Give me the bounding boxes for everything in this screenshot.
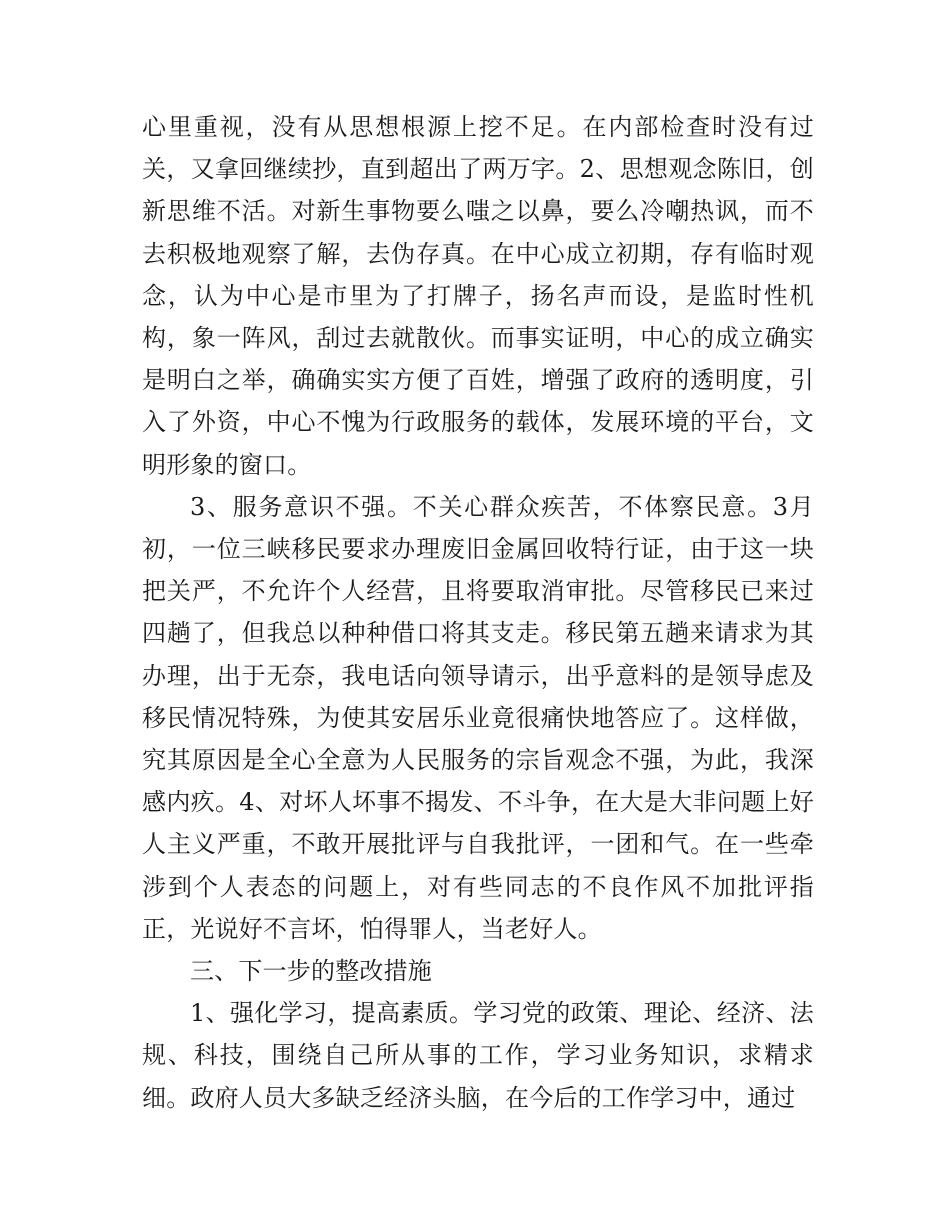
paragraph-ideology-issues: 心里重视，没有从思想根源上挖不足。在内部检查时没有过关，又拿回继续抄，直到超出了两万字。2、思想观念陈旧，创新思维不活。对新生事物要么嗤之以鼻，要么冷嘲热讽，而不去积极地观察了解，去伪存真。在中心成立初期，存有临时观念，认为中心是市里为了打牌子，扬名声而设，是监时性机构，象一阵风，刮过去就散伙。而事实证明，中心的成立确实是明白之举，确确实实方便了百姓，增强了政府的透明度，引入了外资，中心不愧为行政服务的载体，发展环境的平台，文明形象的窗口。 xyxy=(142,113,814,479)
paragraph-service-awareness: 3、服务意识不强。不关心群众疾苦，不体察民意。3月初，一位三峡移民要求办理废旧金属回收特行证，由于这一块把关严，不允许个人经营，且将要取消审批。尽管移民已来过四趟了，但我总以种种借口将其支走。移民第五趟来请求为其办理，出于无奈，我电话向领导请示，出乎意料的是领导虑及移民情况特殊，为使其安居乐业竟很痛快地答应了。这样做，究其原因是全心全意为人民服务的宗旨观念不强，为此，我深感内疚。4、对坏人坏事不揭发、不斗争，在大是大非问题上好人主义严重，不敢开展批评与自我批评，一团和气。在一些牵涉到个人表态的问题上，对有些同志的不良作风不加批评指正，光说好不言坏，怕得罪人，当老好人。 xyxy=(142,492,814,943)
document-body xyxy=(142,106,814,1119)
section-heading-rectification-measures: 三、下一步的整改措施 xyxy=(190,957,432,986)
paragraph-strengthen-learning: 1、强化学习，提高素质。学习党的政策、理论、经济、法规、科技，围绕自己所从事的工作，学习业务知识，求精求细。政府人员大多缺乏经济头脑，在今后的工作学习中，通过 xyxy=(142,999,814,1112)
